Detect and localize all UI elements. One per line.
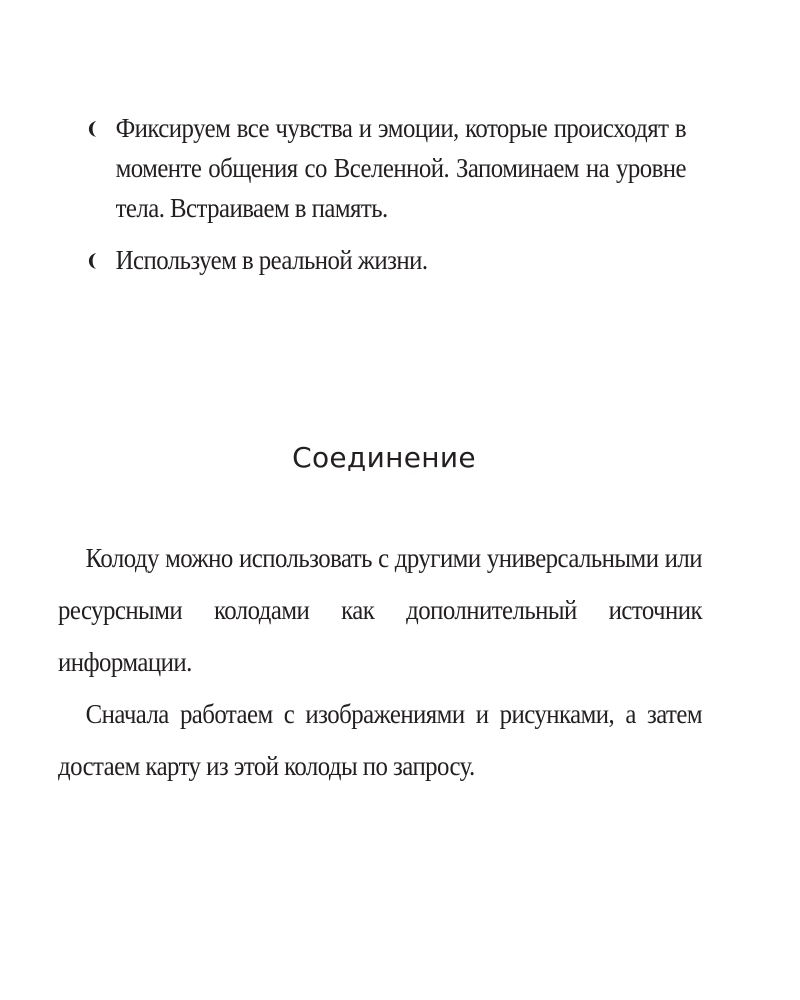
- bullet-list: [88, 108, 718, 292]
- paragraph: Колоду можно использовать с другими универсальными или ресурсными колодами как дополнительный источник информации.: [58, 543, 703, 677]
- paragraph: Сначала работаем с изображениями и рисунками, а затем достаем карту из этой колоды по запросу.: [58, 699, 703, 781]
- moon-icon: [88, 252, 101, 270]
- list-item: [88, 108, 686, 228]
- moon-icon: [88, 120, 101, 138]
- section-body: [58, 532, 758, 792]
- section-heading: Соединение: [292, 441, 476, 474]
- list-item: [88, 240, 686, 280]
- bullet-text: Фиксируем все чувства и эмоции, которые происходят в моменте общения со Вселенной. Запоминаем на уровне тела. Встраиваем в память.: [115, 113, 687, 223]
- bullet-text: Используем в реальной жизни.: [115, 245, 428, 275]
